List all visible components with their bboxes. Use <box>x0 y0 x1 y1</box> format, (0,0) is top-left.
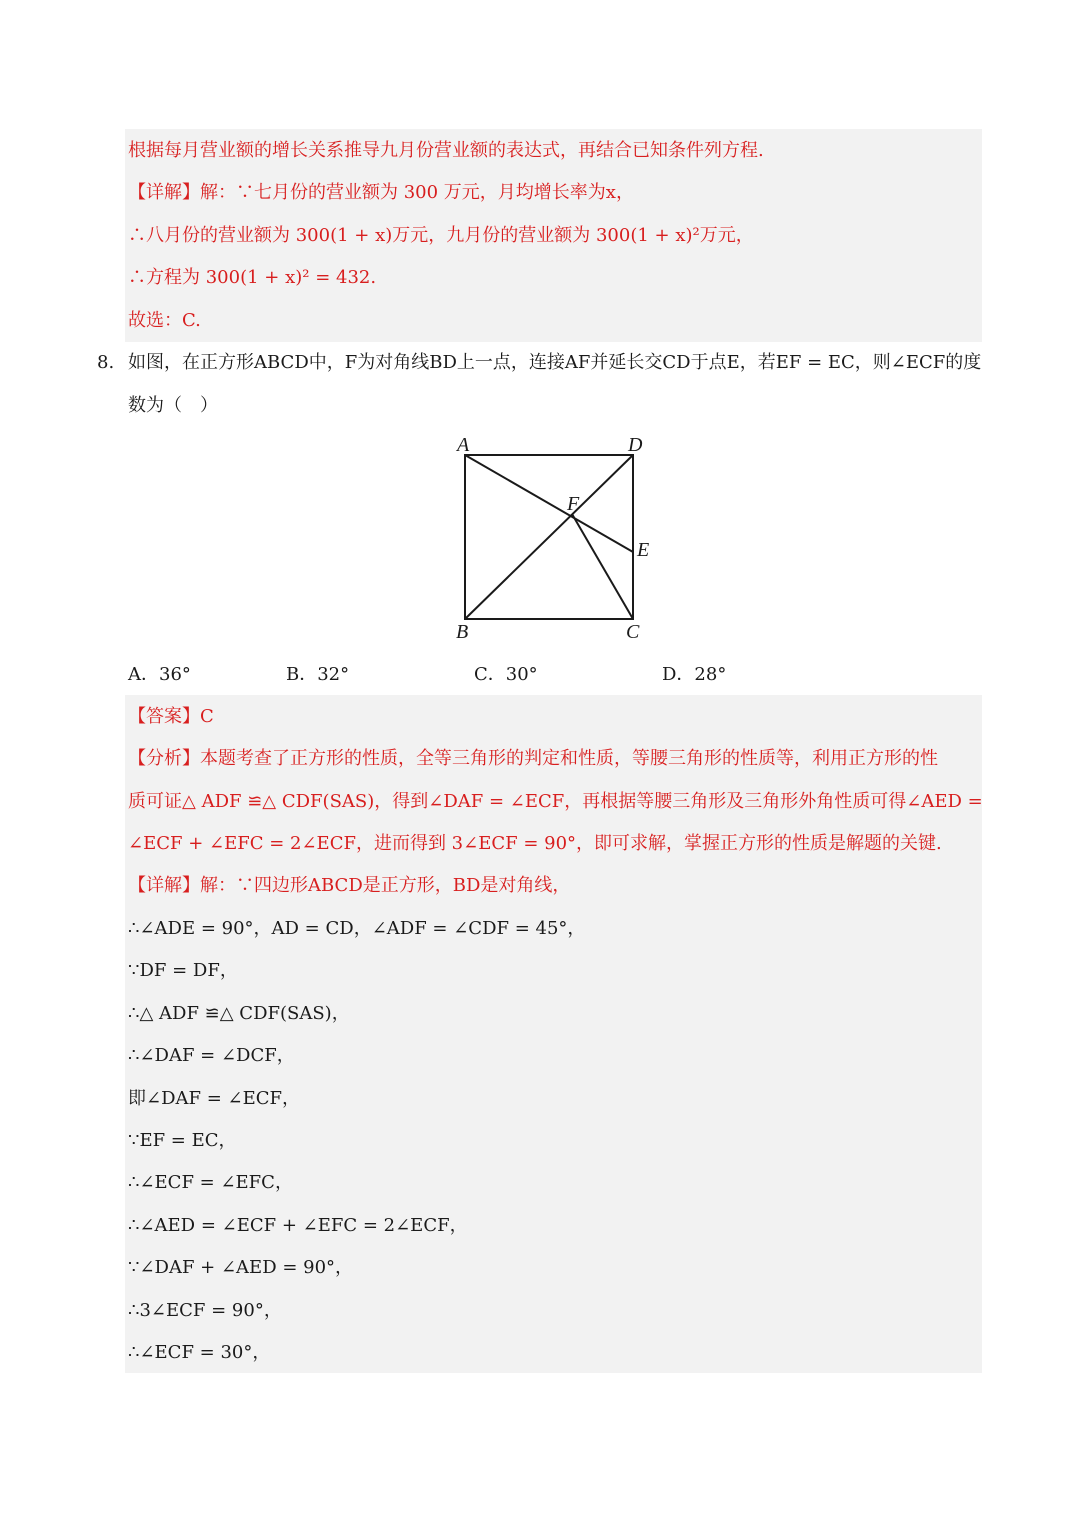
solution-step: ∴∠AED = ∠ECF + ∠EFC = 2∠ECF， <box>128 1215 468 1236</box>
option-d: D．28° <box>662 664 727 685</box>
analysis-line3: ∠ECF + ∠EFC = 2∠ECF，进而得到 3∠ECF = 90°，即可求解，掌握正方形的性质是解题的关键. <box>128 833 942 854</box>
option-a: A．36° <box>128 664 191 685</box>
solution-step: ∴∠DAF = ∠DCF， <box>128 1045 295 1066</box>
prev-solution-line3: ∴方程为 300(1 + x)² = 432. <box>128 267 377 288</box>
label-d: D <box>628 434 643 456</box>
label-c: C <box>626 621 640 643</box>
solution-step: ∴∠ECF = ∠EFC， <box>128 1172 293 1193</box>
answer-line: 【答案】C <box>128 706 214 727</box>
option-b: B．32° <box>286 664 350 685</box>
analysis-line2: 质可证△ ADF ≌△ CDF(SAS)，得到∠DAF = ∠ECF，再根据等腰三角形及三角形外角性质可得∠AED = <box>128 791 983 812</box>
option-c: C．30° <box>474 664 538 685</box>
segment-fc <box>572 514 633 619</box>
square-figure <box>440 430 670 650</box>
question-number: 8. <box>97 352 115 373</box>
label-e: E <box>637 539 650 561</box>
label-f: F <box>567 493 580 515</box>
question-text-line2: 数为（ ） <box>128 395 218 416</box>
solution-step: ∴∠ADE = 90°，AD = CD，∠ADF = ∠CDF = 45°， <box>128 918 586 939</box>
prev-solution-choice: 故选：C. <box>128 310 201 331</box>
solution-step: 即∠DAF = ∠ECF， <box>128 1088 301 1109</box>
prev-solution-line2: ∴八月份的营业额为 300(1 + x)万元，九月份的营业额为 300(1 + x)²万元， <box>128 225 754 246</box>
solution-step: ∵DF = DF， <box>128 960 238 981</box>
analysis-line1: 【分析】本题考查了正方形的性质，全等三角形的判定和性质，等腰三角形的性质等，利用正方形的性 <box>128 748 938 769</box>
label-b: B <box>456 621 469 643</box>
question-text-line1: 如图，在正方形ABCD中，F为对角线BD上一点，连接AF并延长交CD于点E，若EF = EC，则∠ECF的度 <box>128 352 982 373</box>
prev-solution-detail: 【详解】解：∵七月份的营业额为 300 万元，月均增长率为x， <box>128 182 634 203</box>
detail-label: 【详解】解：∵四边形ABCD是正方形，BD是对角线， <box>128 875 571 896</box>
solution-step: ∴∠ECF = 30°， <box>128 1342 271 1363</box>
prev-solution-intro: 根据每月营业额的增长关系推导九月份营业额的表达式，再结合已知条件列方程. <box>128 140 764 161</box>
solution-step: ∴△ ADF ≌△ CDF(SAS)， <box>128 1003 350 1024</box>
solution-step: ∵EF = EC， <box>128 1130 237 1151</box>
label-a: A <box>457 434 470 456</box>
solution-step: ∵∠DAF + ∠AED = 90°， <box>128 1257 354 1278</box>
solution-step: ∴3∠ECF = 90°， <box>128 1300 282 1321</box>
